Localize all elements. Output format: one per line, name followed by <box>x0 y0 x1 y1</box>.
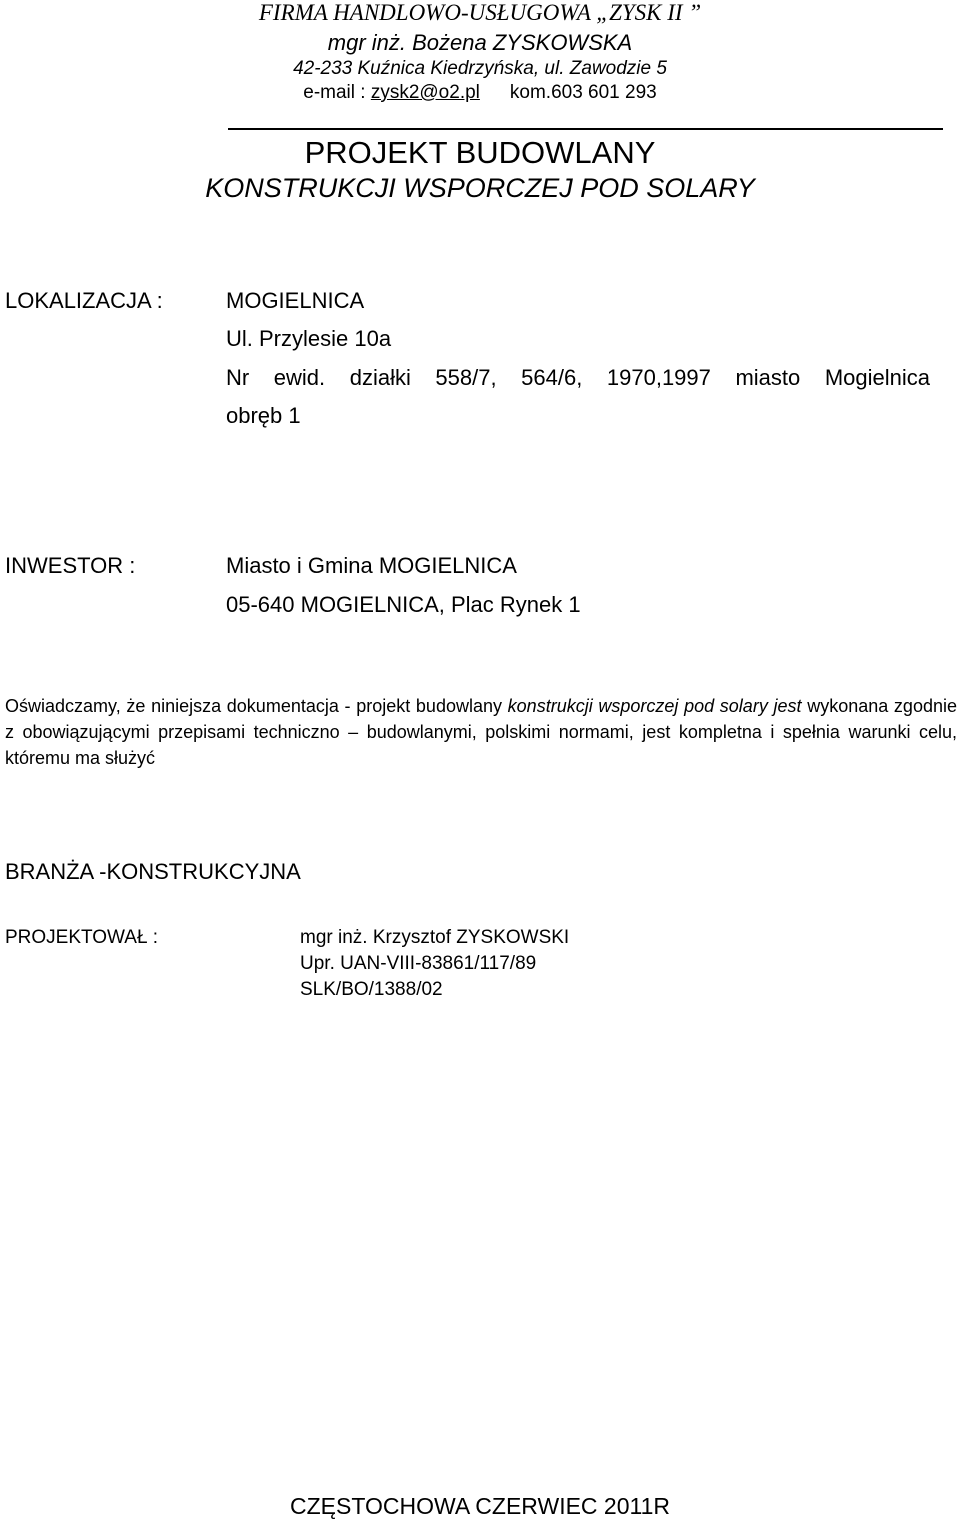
location-street: Ul. Przylesie 10a <box>226 326 392 351</box>
firm-name: FIRMA HANDLOWO-USŁUGOWA „ZYSK II ” <box>258 0 702 25</box>
location-plots: Nr ewid. działki 558/7, 564/6, 1970,1997 miasto Mogielnica <box>226 365 930 390</box>
document-subtitle: KONSTRUKCJI WSPORCZEJ POD SOLARY <box>205 173 755 203</box>
designer-label: PROJEKTOWAŁ : <box>5 927 159 948</box>
firm-address: 42-233 Kuźnica Kiedrzyńska, ul. Zawodzie 5 <box>293 58 667 79</box>
email-prefix: e-mail : <box>303 82 371 103</box>
declaration-text-2: wykonana zgodnie z obowiązującymi przepisami techniczno – budowlanymi, polskimi normami, jest kompletna i spełnia warunki celu, któremu ma służyć <box>5 696 957 768</box>
document-title: PROJEKT BUDOWLANY <box>304 135 656 170</box>
firm-contact <box>0 82 960 104</box>
designer-license: Upr. UAN-VIII-83861/117/89 <box>300 953 537 974</box>
investor-label: INWESTOR : <box>5 553 136 578</box>
location-area: obręb 1 <box>226 403 301 428</box>
header-divider <box>228 128 943 130</box>
phone-number: kom.603 601 293 <box>509 82 657 103</box>
firm-owner: mgr inż. Bożena ZYSKOWSKA <box>327 30 633 55</box>
declaration-text-1: Oświadczamy, że niniejsza dokumentacja - projekt budowlany <box>5 696 508 716</box>
declaration-text-italic: konstrukcji wsporczej pod solary jest <box>507 696 802 716</box>
place-date: CZĘSTOCHOWA CZERWIEC 2011R <box>290 1493 670 1519</box>
email-link[interactable]: zysk2@o2.pl <box>370 82 480 103</box>
declaration-paragraph <box>5 693 957 771</box>
designer-registration: SLK/BO/1388/02 <box>300 979 443 1000</box>
branch-heading: BRANŻA -KONSTRUKCYJNA <box>5 859 301 884</box>
designer-name: mgr inż. Krzysztof ZYSKOWSKI <box>300 927 570 948</box>
location-city: MOGIELNICA <box>226 288 365 313</box>
location-label: LOKALIZACJA : <box>5 288 163 313</box>
investor-address: 05-640 MOGIELNICA, Plac Rynek 1 <box>226 592 581 617</box>
investor-name: Miasto i Gmina MOGIELNICA <box>226 553 517 578</box>
